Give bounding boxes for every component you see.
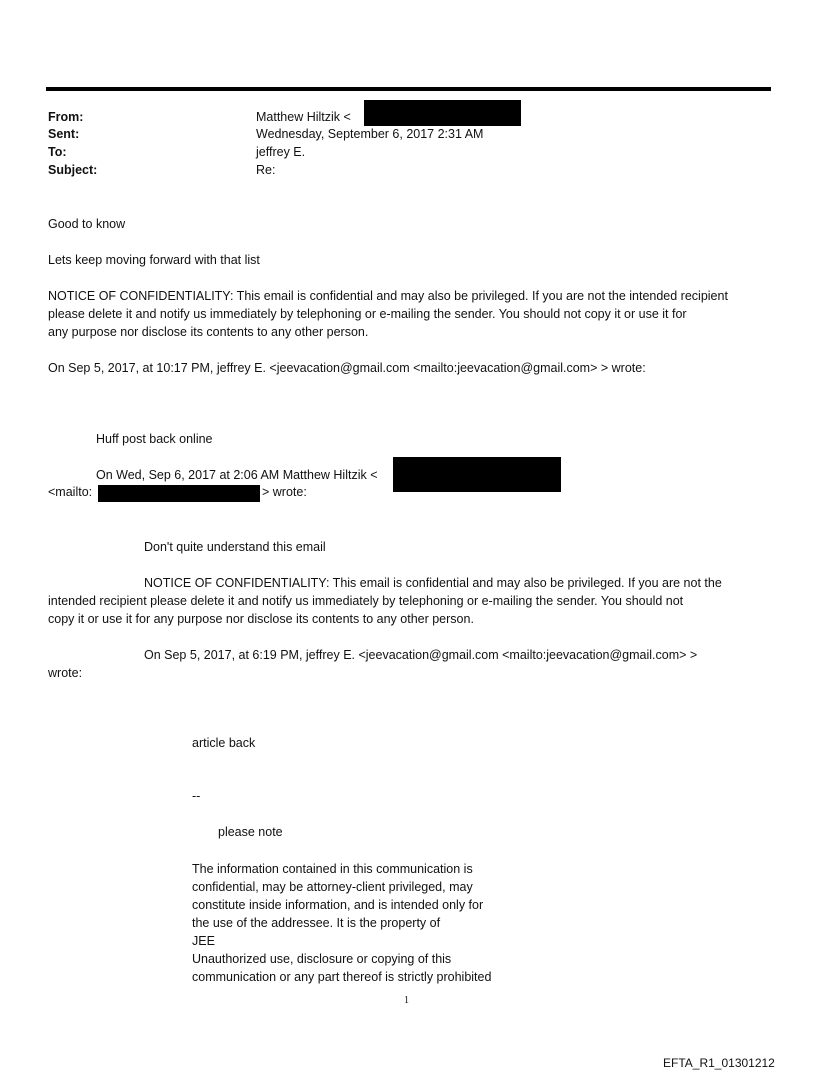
header-rule — [46, 87, 771, 91]
sent-value: Wednesday, September 6, 2017 2:31 AM — [256, 127, 484, 141]
notice-line: copy it or use it for any purpose nor disclose its contents to any other person. — [48, 612, 474, 626]
quoted-text: article back — [192, 736, 256, 750]
body-line: Good to know — [48, 217, 126, 231]
to-value: jeffrey E. — [256, 145, 306, 159]
quote-header: On Sep 5, 2017, at 6:19 PM, jeffrey E. <jeevacation@gmail.com <mailto:jeevacation@gmail.com> > — [144, 648, 698, 662]
notice-line: intended recipient please delete it and notify us immediately by telephoning or e-mailing the sender. You should not — [48, 594, 684, 608]
disclaimer-line: communication or any part thereof is strictly prohibited — [192, 970, 492, 984]
from-label: From: — [48, 110, 84, 124]
from-value: Matthew Hiltzik < — [256, 110, 351, 124]
disclaimer — [192, 860, 491, 986]
subject-value: Re: — [256, 163, 276, 177]
subject-label: Subject: — [48, 163, 98, 177]
quoted-text: Huff post back online — [96, 432, 213, 446]
disclaimer-line: confidential, may be attorney-client privileged, may — [192, 880, 473, 894]
mailto-suffix: > wrote: — [262, 485, 307, 499]
redaction-box — [364, 100, 521, 126]
page-number: 1 — [404, 995, 409, 1006]
redaction-box — [98, 485, 260, 502]
redaction-box — [393, 457, 561, 492]
notice-line: NOTICE OF CONFIDENTIALITY: This email is confidential and may also be privileged. If you are not the intended recipient — [48, 289, 728, 303]
disclaimer-line: JEE — [192, 934, 215, 948]
quote-header: On Sep 5, 2017, at 10:17 PM, jeffrey E. <jeevacation@gmail.com <mailto:jeevacation@gmail.com> > wrote: — [48, 361, 646, 375]
signature-separator: -- — [192, 789, 201, 803]
document-id: EFTA_R1_01301212 — [663, 1056, 775, 1070]
disclaimer-line: constitute inside information, and is intended only for — [192, 898, 484, 912]
to-label: To: — [48, 145, 67, 159]
notice-line: any purpose nor disclose its contents to any other person. — [48, 325, 369, 339]
quote-header: wrote: — [48, 666, 83, 680]
disclaimer-line: the use of the addressee. It is the property of — [192, 916, 441, 930]
quoted-text: Don't quite understand this email — [144, 540, 326, 554]
sent-label: Sent: — [48, 127, 80, 141]
disclaimer-line: The information contained in this communication is — [192, 862, 473, 876]
body-line: Lets keep moving forward with that list — [48, 253, 260, 267]
notice-line: please delete it and notify us immediately by telephoning or e-mailing the sender. You should not copy it or use it for — [48, 307, 687, 321]
mailto-prefix: <mailto: — [48, 485, 93, 499]
disclaimer-line: Unauthorized use, disclosure or copying of this — [192, 952, 452, 966]
please-note: please note — [218, 825, 283, 839]
confidentiality-notice — [48, 287, 728, 341]
quote-header: On Wed, Sep 6, 2017 at 2:06 AM Matthew Hiltzik < — [96, 468, 378, 482]
notice-line: NOTICE OF CONFIDENTIALITY: This email is confidential and may also be privileged. If you are not the — [144, 576, 722, 590]
